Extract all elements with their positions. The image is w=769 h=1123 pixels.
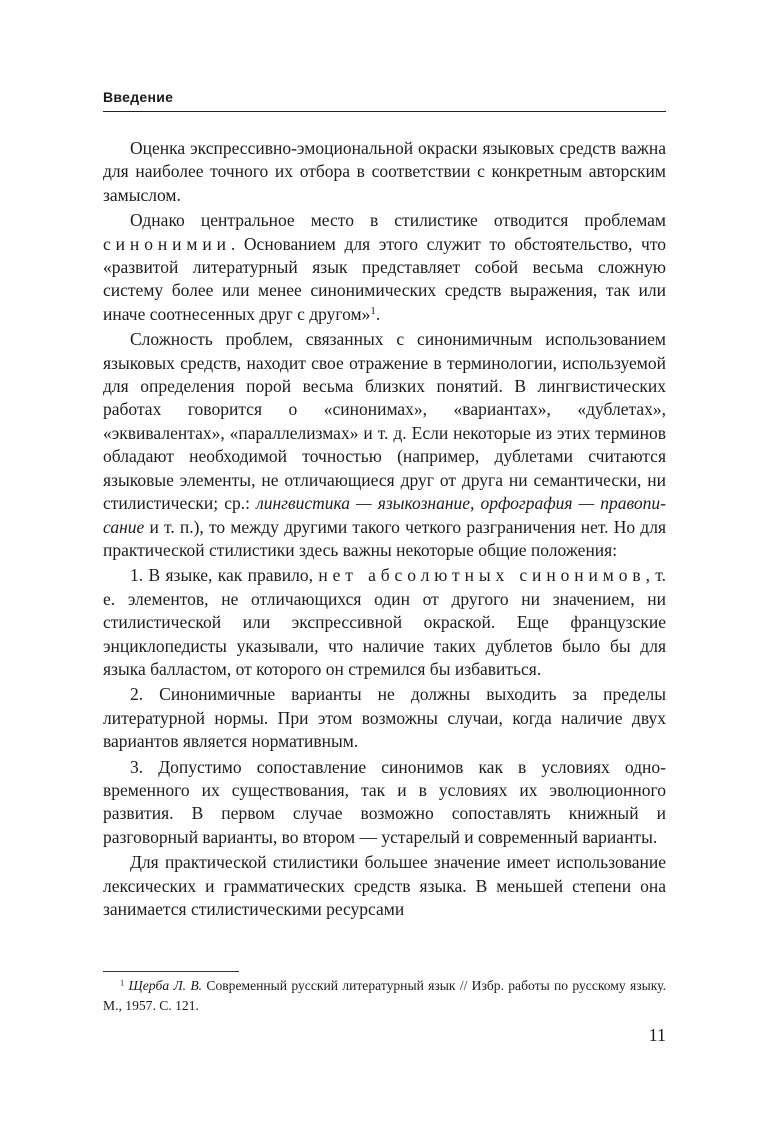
italic-examples: лингвистика — языкознание, орфография — правописание: [103, 493, 666, 537]
paragraph: 2. Синонимичные варианты не должны выходить за пределы литературной нормы. При этом возможны случаи, когда наличие двух вариантов является нормативным.: [103, 684, 666, 752]
paragraph: Оценка экспрессивно-эмоциональной окраски языковых средств важна для наиболее точного их отбора в соответствии с конкретным авторским замыслом.: [103, 138, 666, 205]
paragraph: Для практической стилистики большее значение имеет использование лексических и грамматических средств языка. В меньшей степени она занимается стилистическими ресурсами: [103, 852, 666, 919]
chapter-title: Введение: [103, 89, 174, 105]
footnote-number: 1: [120, 977, 125, 988]
footnote: [103, 976, 666, 1015]
spaced-emphasis: синонимии: [103, 233, 231, 254]
footnote-rule: [103, 971, 239, 972]
text-run: , т. е. элементов, не отличающихся один от другого ни значением, ни стилистической или экспрессивной окраской. Еще французские энциклопедисты указывали, что наличие таких дублетов было бы для языка балластом, от которого он стремился бы избавиться.: [103, 565, 666, 679]
text-run: и т. п.), то между другими такого четкого разграничения нет. Но для практической стилистики здесь важны некоторые общие положения:: [103, 516, 666, 560]
paragraph: [103, 328, 666, 562]
footnote-citation: Современный русский литературный язык // Избр. работы по русскому языку. М., 1957. С. 121.: [103, 978, 666, 1013]
paragraph: [103, 209, 666, 326]
text-run: .: [375, 303, 381, 324]
main-text: [103, 137, 666, 921]
text-run: Сложность проблем, связанных с синонимичным использованием языковых средств, находит свое отражение в терминологии, используемой для определения порой весьма близких понятий. В лингвистических работах говорится о «синонимах», «вариантах», «дублетах», «эквивалентах», «параллелизмах» и т. д. Если некоторые из этих терминов обладают необходимой точностью (например, дублетами считаются языковые элементы, не отличающиеся друг от друга ни семантически, ни стилистически; ср.:: [103, 329, 666, 514]
header-rule: [103, 111, 666, 112]
text-run: . Основанием для этого служит то обстоятельство, что «развитой литературный язык представляет собой весьма сложную систему более или менее синонимических средств выражения, так или иначе соотнесенных друг с другом»: [103, 233, 666, 324]
spaced-emphasis: нет абсолютных синонимов: [318, 565, 646, 586]
text-run: 1. В языке, как правило,: [130, 565, 319, 586]
footnote-author: Щерба Л. В.: [128, 978, 203, 993]
page-number: 11: [648, 1025, 666, 1045]
footnote-text: [103, 976, 666, 1015]
footnote-reference[interactable]: 1: [370, 304, 376, 317]
paragraph: 3. Допустимо сопоставление синонимов как в условиях одновременного их существования, так и в условиях их эволюционного развития. В первом случае возможно сопоставлять книжный и разговорный варианты, во втором — устарелый и современный варианты.: [103, 756, 666, 847]
running-header: [103, 88, 666, 106]
text-run: Однако центральное место в стилистике отводится проблемам: [130, 210, 666, 231]
paragraph: [103, 564, 666, 681]
